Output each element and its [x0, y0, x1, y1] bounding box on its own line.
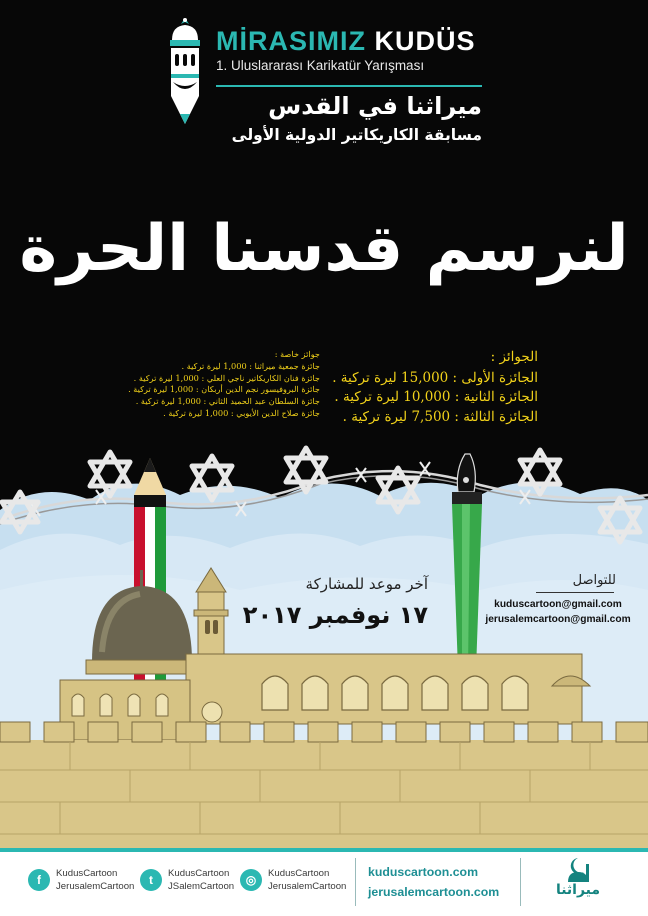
website-links [368, 862, 499, 902]
footer [0, 848, 648, 916]
social-handle: JerusalemCartoon [268, 881, 347, 892]
arabic-subtitle: مسابقة الكاريكاتير الدولية الأولى [231, 126, 482, 144]
facebook-icon: f [28, 869, 50, 891]
special-prize-item: جائزة فنان الكاريكاتير ناجي العلي : 1,000 ليرة تركية . [133, 372, 320, 383]
special-prize-item: جائزة جمعية ميراثنا : 1,000 ليرة تركية . [181, 360, 320, 371]
special-prizes-list [104, 349, 320, 420]
deadline-label: آخر موعد للمشاركة [305, 575, 428, 593]
prize-item: الجائزة الثالثة : 7,500 ليرة تركية . [342, 408, 538, 425]
minaret-pencil-logo-icon [162, 16, 208, 136]
prize-item: الجائزة الثانية : 10,000 ليرة تركية . [334, 389, 538, 405]
brand-part-2: KUDÜS [374, 26, 476, 56]
website-link[interactable]: kuduscartoon.com [368, 865, 479, 879]
brand-divider [216, 85, 482, 87]
social-instagram[interactable] [240, 865, 350, 899]
instagram-icon: ◎ [240, 869, 262, 891]
contact-email[interactable]: kuduscartoon@gmail.com [494, 599, 622, 610]
special-prizes-heading: جوائز خاصة : [274, 349, 320, 359]
social-handle: KudusCartoon [168, 868, 230, 879]
twitter-icon: t [140, 869, 162, 891]
social-handle: JerusalemCartoon [56, 881, 135, 892]
special-prize-item: جائزة السلطان عبد الحميد الثاني : 1,000 ليرة تركية . [135, 396, 320, 407]
footer-divider [520, 858, 521, 906]
brand-block [216, 26, 486, 75]
social-handles [268, 867, 346, 893]
special-prize-item: جائزة البروفيسور نجم الدين أربكان : 1,000 ليرة تركية . [128, 384, 320, 395]
special-prize-item: جائزة صلاح الدين الأيوبي : 1,000 ليرة تركية . [163, 407, 320, 418]
footer-accent-bar [0, 848, 648, 852]
contact-label: للتواصل [572, 573, 616, 588]
deadline-date: ١٧ نوفمبر ٢٠١٧ [242, 601, 428, 629]
social-handle: JSalemCartoon [168, 881, 235, 892]
brand-subtitle: 1. Uluslararası Karikatür Yarışması [216, 58, 425, 73]
arabic-title: ميراثنا في القدس [268, 92, 482, 120]
slogan: لنرسم قدسنا الحرة [19, 212, 629, 286]
prizes-heading: الجوائز : [490, 349, 538, 365]
crescent-mosque-icon [548, 854, 608, 884]
footer-logo-text: ميراثنا [555, 882, 601, 898]
prize-item: الجائزة الأولى : 15,000 ليرة تركية . [332, 369, 538, 386]
contact-block [478, 572, 638, 627]
footer-divider [355, 858, 356, 906]
footer-logo [548, 854, 608, 912]
social-twitter[interactable] [140, 865, 250, 899]
social-facebook[interactable] [28, 865, 138, 899]
social-handle: KudusCartoon [268, 868, 330, 879]
contact-email[interactable]: jerusalemcartoon@gmail.com [485, 614, 631, 625]
jerusalem-illustration [0, 440, 648, 848]
brand-title [216, 26, 486, 56]
social-handle: KudusCartoon [56, 868, 118, 879]
social-handles [168, 867, 234, 893]
website-link[interactable]: jerusalemcartoon.com [368, 885, 500, 899]
contact-divider [536, 592, 614, 593]
prizes-list [330, 348, 538, 427]
brand-part-1: MİRASIMIZ [216, 26, 366, 56]
social-handles [56, 867, 134, 893]
